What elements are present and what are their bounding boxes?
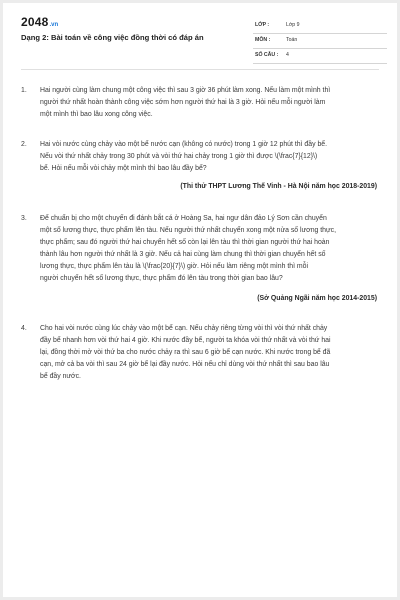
header-divider [21, 69, 379, 70]
question-line: lương thực, thực phẩm lên tàu là \(\frac{20}{7}\) giờ. Hỏi nếu làm riêng một mình thì mỗi [40, 263, 309, 270]
question-line: bể. Hỏi nếu mỗi vòi chảy một mình thì bao lâu đầy bể? [40, 165, 207, 172]
info-key: MÔN : [255, 37, 271, 43]
question-line: Hai người cùng làm chung một công việc thì sau 3 giờ 36 phút làm xong. Nếu làm một mình thì [40, 87, 331, 94]
info-row-subject [253, 34, 387, 49]
question-source: (Sở Quảng Ngãi năm học 2014-2015) [257, 295, 377, 302]
site-logo[interactable] [21, 13, 58, 31]
info-value: Lớp 9 [286, 22, 300, 28]
document-page [3, 3, 397, 597]
question-number: 4. [21, 325, 27, 332]
question-text [40, 85, 380, 121]
question-line: cạn, mở cả ba vòi thì sau 24 giờ bể lại đầy nước. Hỏi nếu chỉ dùng vòi thứ nhất thì sau bao lâu [40, 361, 330, 368]
question-line: một số lương thực, thực phẩm lên tàu. Nếu người thứ nhất chuyển xong một nửa số lương thực, [40, 227, 336, 234]
question-text [40, 139, 380, 175]
info-key: SỐ CÂU : [255, 52, 279, 58]
question-line: thực phẩm; sau đó người thứ hai chuyển hết số còn lại lên tàu thì thời gian người thứ hai hoàn [40, 239, 330, 246]
info-box [253, 19, 387, 64]
question-line: đầy bể nhanh hơn vòi thứ hai 4 giờ. Khi nước đầy bể, người ta khóa vòi thứ nhất và vòi thứ hai [40, 337, 331, 344]
question-line: Để chuẩn bị cho một chuyến đi đánh bắt cá ở Hoàng Sa, hai ngư dân đảo Lý Sơn cần chuyển [40, 215, 327, 222]
question-line: Cho hai vòi nước cùng lúc chảy vào một bể cạn. Nếu chảy riêng từng vòi thì vòi thứ nhất chảy [40, 325, 328, 332]
question-line: người chuyển hết số lương thực, thực phẩm đó lên tàu trong thời gian bao lâu? [40, 275, 283, 282]
question-text [40, 323, 380, 383]
question-line: người thứ nhất hoàn thành công việc sớm hơn người thứ hai là 3 giờ. Hỏi nếu mỗi người làm [40, 99, 326, 106]
question-number: 2. [21, 141, 27, 148]
document-title: Dạng 2: Bài toán về công việc đồng thời có đáp án [21, 33, 204, 42]
info-value: 4 [286, 52, 289, 58]
question-line: Nếu vòi thứ nhất chảy trong 30 phút và vòi thứ hai chảy trong 1 giờ thì được \(\frac{7}{12}\) [40, 153, 318, 160]
logo-tld: .vn [49, 22, 59, 28]
question-line: Hai vòi nước cùng chảy vào một bể nước cạn (không có nước) trong 1 giờ 12 phút thì đầy bể. [40, 141, 328, 148]
info-row-count [253, 49, 387, 64]
info-value: Toán [286, 37, 298, 43]
question-line: lại, đồng thời mở vòi thứ ba cho nước chảy ra thì sau 6 giờ bể cạn nước. Khi nước trong bể đã [40, 349, 331, 356]
question-text [40, 213, 380, 285]
question-line: bể đầy nước. [40, 373, 81, 380]
info-row-class [253, 19, 387, 34]
question-line: một mình thì bao lâu xong công việc. [40, 111, 153, 118]
question-line: thành lâu hơn người thứ nhất là 3 giờ. Nếu cả hai cùng làm chung thì thời gian chuyển hết số [40, 251, 326, 258]
question-number: 3. [21, 215, 27, 222]
info-key: LỚP : [255, 22, 270, 28]
question-number: 1. [21, 87, 27, 94]
logo-number: 2048 [21, 15, 49, 29]
question-source: (Thi thử THPT Lương Thế Vinh - Hà Nội năm học 2018-2019) [180, 183, 377, 190]
